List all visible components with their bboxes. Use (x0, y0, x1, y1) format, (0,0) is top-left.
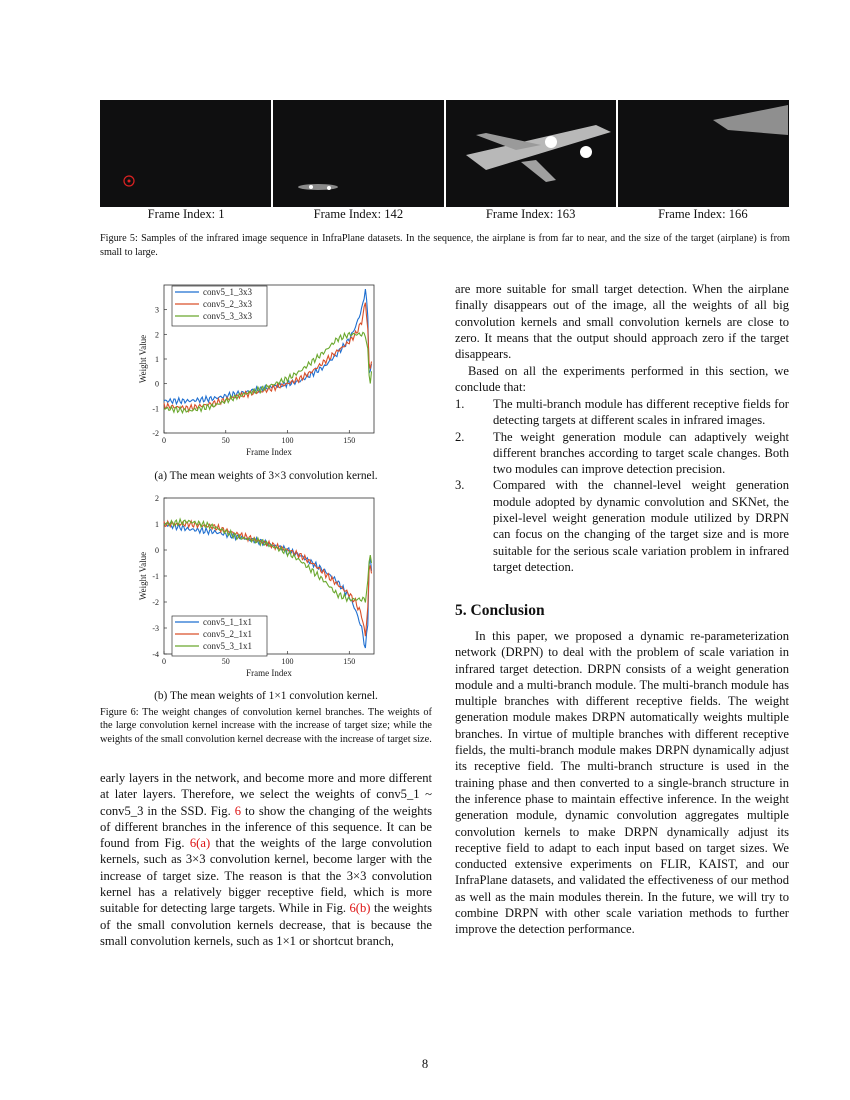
list-number: 3. (455, 478, 465, 493)
airplane-medium-icon (446, 100, 616, 207)
airplane-small-icon (273, 100, 443, 207)
x-tick-label: 100 (281, 436, 294, 445)
text-run: that the weights of the large convolution kernels, such as 3×3 convolution kernel, become larger with the increase of target size. The reason is that the 3×3 convolution kernel has a relatively bigger receptive field, which is more suitable for detecting large targets. While in Fig. (100, 836, 432, 916)
figure6b-subcaption: (b) The mean weights of 1×1 convolution kernel. (154, 690, 378, 702)
list-text: The multi-branch module has different receptive fields for detecting targets at different scales in infrared images. (493, 397, 789, 428)
x-axis-label: Frame Index (246, 447, 292, 457)
frame1-target-marker (100, 100, 270, 207)
figure5-caption: Figure 5: Samples of the infrared image sequence in InfraPlane datasets. In the sequence, the airplane is from far to near, and the size of the target (airplane) is from small to large. (100, 233, 790, 258)
y-tick-label: -1 (152, 572, 159, 581)
y-tick-label: 0 (155, 546, 159, 555)
x-tick-label: 100 (281, 657, 294, 666)
legend-label: conv5_2_3x3 (203, 299, 252, 309)
section-title-conclusion: 5. Conclusion (455, 602, 545, 619)
figure6-link[interactable]: 6 (234, 803, 242, 818)
list-item (455, 477, 789, 575)
page-number: 8 (421, 1057, 429, 1071)
list-number: 1. (455, 397, 465, 411)
y-tick-label: 2 (155, 330, 159, 340)
text-run: the weights of the small convolution kernels decrease, that is because the small convolution kernels, such as 1×1 or shortcut branch, (100, 901, 432, 948)
list-item (455, 396, 789, 429)
text-run: early layers in the network, and become more and more different at later layers. Therefore, we select the weights of conv5_1 ~ conv5_3 in the SSD. Fig. (100, 771, 432, 818)
chart-1x1-weights (135, 493, 380, 688)
y-tick-label: 1 (155, 520, 159, 529)
y-tick-label: -2 (152, 429, 159, 438)
left-column-paragraph (100, 770, 432, 949)
y-tick-label: -4 (152, 650, 159, 659)
frame-label: Frame Index: 1 (147, 207, 225, 221)
infrared-frame-1 (100, 100, 271, 207)
text-run: to show the changing of the weights of different branches in the inference of this sequence. It can be found from Fig. (100, 803, 432, 851)
conclusion-list (455, 396, 789, 575)
chart-3x3-weights (135, 280, 380, 460)
frame-label: Frame Index: 163 (485, 207, 576, 221)
x-tick-label: 150 (343, 657, 356, 666)
legend-label: conv5_1_3x3 (203, 287, 252, 297)
y-tick-label: 0 (155, 379, 159, 389)
legend-label: conv5_3_3x3 (203, 311, 252, 321)
y-axis-label: Weight Value (138, 334, 148, 384)
conclusion-paragraph: In this paper, we proposed a dynamic re-parameterization network (DRPN) to deal with the problem of scale variation in infrared target detection. DRPN consists of a weight generation module and a multi-branch module. The multi-branch module has multiple branches with different receptive fields. The weight generation module makes DRPN automatically weights multiple branches. In virtue of multiple branches with different receptive fields, the multi-branch module makes DRPN dynamically adjust its receptive field. The multi-branch structure is used in the training phase and then converted to a single-branch structure in the inference phase to maintain effective inference. In the weight generation module, dynamic convolution aggregates multiple convolution kernels to make DRPN dynamically adjust its receptive field to adapt to each input based on target sizes. We conducted extensive experiments on FLIR, KAIST, and our InfraPlane datasets, and validated the effectiveness of our method as well as the main modules therein. In the future, we will try to combine DRPN with other scale variation methods to further improve the detection performance. (455, 629, 789, 937)
right-paragraph-1: are more suitable for small target detection. When the airplane finally disappears out of the image, all the weights of all big convolution kernels and small convolution kernels are close to zero. It means that the output should approach zero if the target disappears. (455, 282, 789, 362)
x-axis-label: Frame Index (246, 668, 292, 678)
figure6a-link[interactable]: 6(a) (189, 836, 211, 851)
legend-label: conv5_3_1x1 (203, 641, 252, 651)
y-tick-label: -1 (152, 404, 159, 414)
y-tick-label: -2 (152, 598, 159, 607)
y-tick-label: 1 (155, 355, 159, 364)
x-tick-label: 50 (221, 657, 230, 666)
figure5-frame-labels (100, 207, 789, 222)
y-tick-label: 2 (155, 494, 159, 503)
legend-label: conv5_2_1x1 (203, 629, 252, 639)
infrared-frame-142 (273, 100, 444, 207)
airplane-large-icon (618, 100, 788, 207)
figure6a-subcaption: (a) The mean weights of 3×3 convolution kernel. (154, 470, 378, 482)
list-item (455, 429, 789, 478)
infrared-frame-166 (618, 100, 789, 207)
figure6-caption: Figure 6: The weight changes of convolution kernel branches. The weights of the large convolution kernel increase with the increase of target size; while the weights of the small convolution kernel decrease with the increase of target size. (100, 707, 432, 745)
y-tick-label: 3 (155, 305, 159, 315)
frame-label: Frame Index: 142 (313, 207, 404, 221)
figure6b-link[interactable]: 6(b) (349, 901, 371, 916)
infrared-frame-163 (446, 100, 617, 207)
y-tick-label: -3 (152, 624, 159, 633)
list-text: The weight generation module can adaptively weight different branches according to target scale changes. Both two modules can improve detection precision. (493, 429, 789, 477)
list-number: 2. (455, 429, 465, 444)
legend-label: conv5_1_1x1 (203, 617, 252, 627)
x-tick-label: 150 (343, 436, 356, 445)
frame-label: Frame Index: 166 (658, 207, 748, 221)
right-paragraph-2: Based on all the experiments performed in this section, we conclude that: (455, 364, 789, 395)
list-text: Compared with the channel-level weight generation module adopted by dynamic convolution and SKNet, the pixel-level weight generation module utilized by DRPN can focus on the changing of the target size and is more suitable for the serious scale variation problem in infrared target detection. (493, 478, 789, 574)
x-tick-label: 50 (221, 436, 230, 445)
figure5-image-strip (100, 100, 789, 207)
y-axis-label: Weight Value (138, 551, 148, 601)
x-tick-label: 0 (162, 657, 166, 666)
x-tick-label: 0 (162, 436, 166, 445)
